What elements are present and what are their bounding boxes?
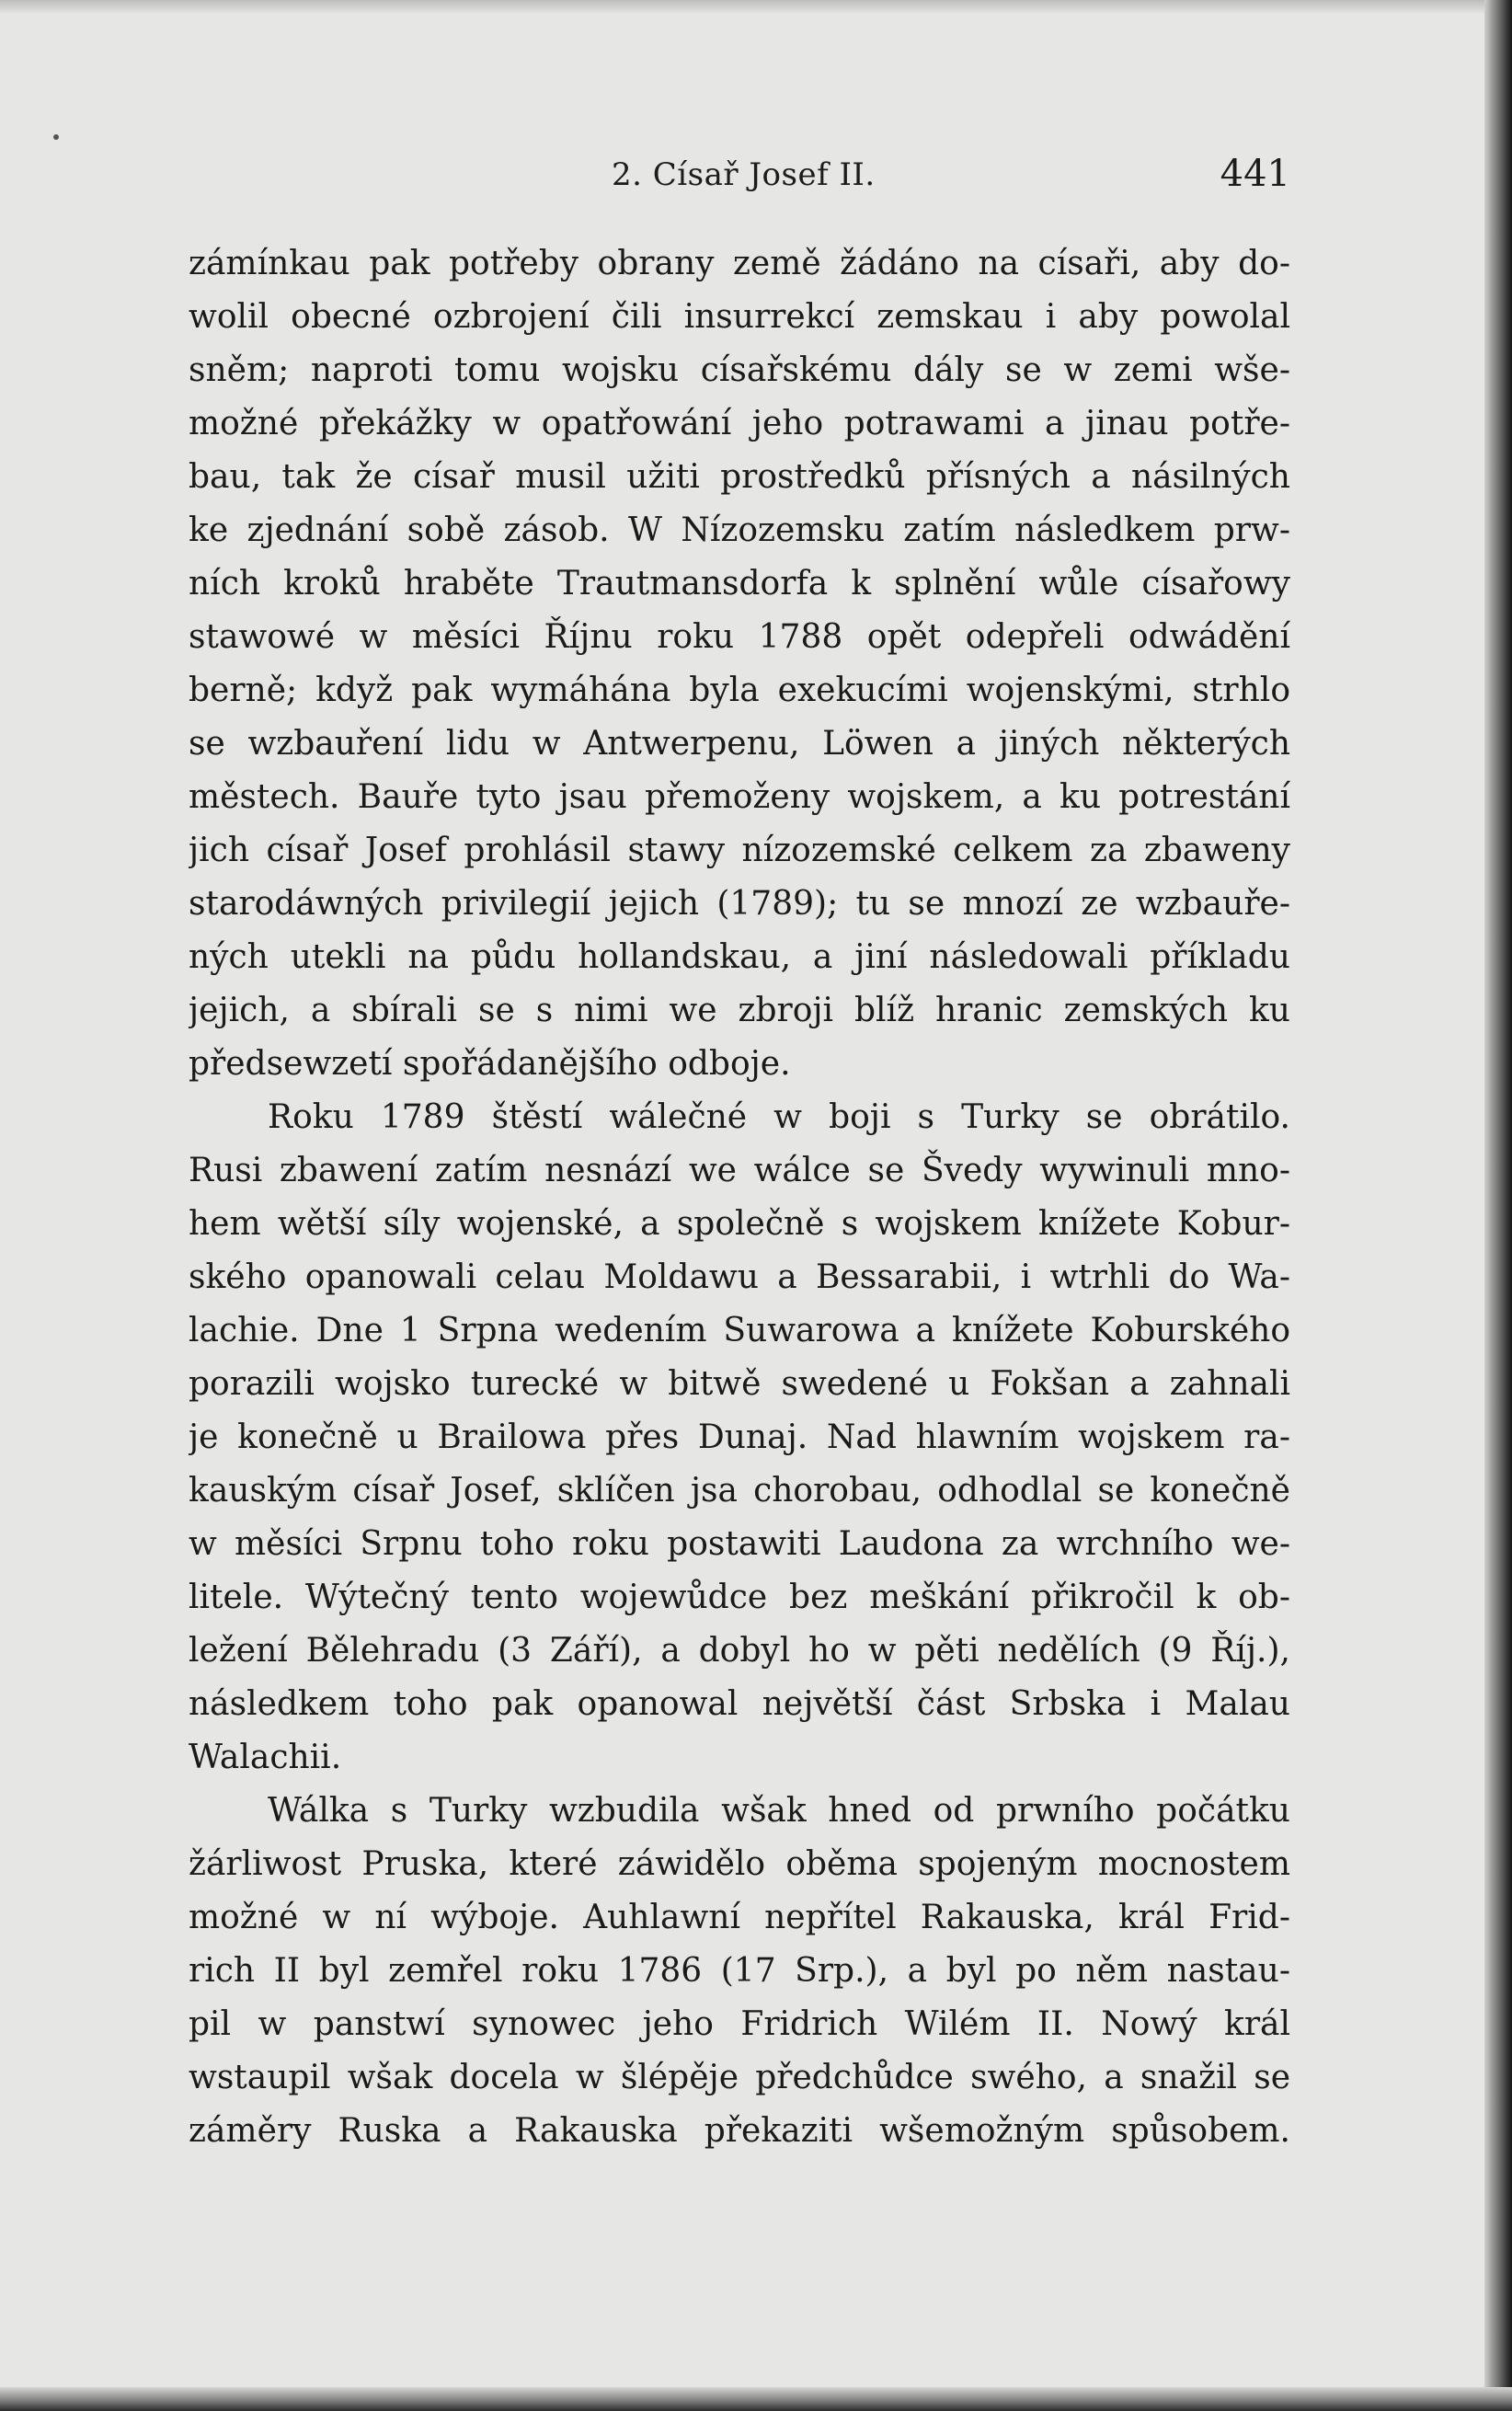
text-line: lachie. Dne 1 Srpna wedením Suwarowa a knížete Koburského (189, 1312, 1290, 1349)
text-line: wolil obecné ozbrojení čili insurrekcí zemskau i aby powolal (189, 298, 1290, 336)
text-line: Rusi zbawení zatím nesnází we wálce se Švedy wywinuli mno- (189, 1152, 1290, 1189)
text-line: berně; když pak wymáhána byla exekucími wojenskými, strhlo (189, 672, 1290, 709)
text-line: kauským císař Josef, sklíčen jsa chorobau, odhodlal se konečně (189, 1472, 1290, 1510)
text-line: w měsíci Srpnu toho roku postawiti Laudona za wrchního we- (189, 1525, 1290, 1563)
text-line: záměry Ruska a Rakauska překaziti wšemožným spůsobem. (189, 2112, 1290, 2150)
page-edge-top (0, 0, 1512, 13)
text-line: následkem toho pak opanowal největší část Srbska i Malau (189, 1685, 1290, 1723)
text-line: starodáwných privilegií jejich (1789); tu se mnozí ze wzbauře- (189, 885, 1290, 923)
text-line: litele. Wýtečný tento wojewůdce bez meškání přikročil k ob- (189, 1579, 1290, 1616)
text-line: zámínkau pak potřeby obrany země žádáno na císaři, aby do- (189, 245, 1290, 282)
scan-speck (53, 134, 59, 140)
text-line: rich II byl zemřel roku 1786 (17 Srp.), a byl po něm nastau- (189, 1952, 1290, 1990)
text-line: možné w ní wýboje. Auhlawní nepřítel Rakauska, král Frid- (189, 1899, 1290, 1936)
page-number: 441 (1220, 153, 1290, 195)
page-edge-bottom (0, 2387, 1512, 2411)
text-line: porazili wojsko turecké w bitwě swedené u Fokšan a zahnali (189, 1365, 1290, 1403)
text-line: hem wětší síly wojenské, a společně s wojskem knížete Kobur- (189, 1205, 1290, 1243)
text-line: městech. Bauře tyto jsau přemoženy wojskem, a ku potrestání (189, 778, 1290, 816)
text-line: pil w panstwí synowec jeho Fridrich Wilém II. Nowý král (189, 2005, 1290, 2043)
text-line: stawowé w měsíci Říjnu roku 1788 opět odepřeli odwádění (189, 618, 1290, 656)
page-header (189, 149, 1290, 204)
text-line: možné překážky w opatřowání jeho potrawami a jinau potře- (189, 405, 1290, 442)
text-line: jejich, a sbírali se s nimi we zbroji blíž hranic zemských ku (189, 992, 1290, 1029)
page-edge-right (1484, 0, 1512, 2411)
text-line: je konečně u Brailowa přes Dunaj. Nad hlawním wojskem ra- (189, 1418, 1290, 1456)
text-line: Wálka s Turky wzbudila wšak hned od prwního počátku (268, 1792, 1290, 1830)
text-line: jich císař Josef prohlásil stawy nízozemské celkem za zbaweny (189, 832, 1290, 869)
running-title: 2. Císař Josef II. (612, 156, 876, 193)
text-line: ležení Bělehradu (3 Září), a dobyl ho w pěti nedělích (9 Říj.), (189, 1632, 1290, 1670)
text-line: bau, tak že císař musil užiti prostředků přísných a násilných (189, 458, 1290, 496)
text-line: sněm; naproti tomu wojsku císařskému dály se w zemi wše- (189, 351, 1290, 389)
text-line: předsewzetí spořádanějšího odboje. (189, 1045, 791, 1083)
text-line: žárliwost Pruska, které záwidělo oběma spojeným mocnostem (189, 1845, 1290, 1883)
text-line: Walachii. (189, 1739, 342, 1776)
text-line: se wzbauření lidu w Antwerpenu, Löwen a jiných některých (189, 725, 1290, 763)
text-line: ných utekli na půdu hollandskau, a jiní následowali příkladu (189, 938, 1290, 976)
text-line: ke zjednání sobě zásob. W Nízozemsku zatím následkem prw- (189, 511, 1290, 549)
text-line: Roku 1789 štěstí wálečné w boji s Turky se obrátilo. (268, 1098, 1290, 1136)
text-line: ského opanowali celau Moldawu a Bessarabii, i wtrhli do Wa- (189, 1258, 1290, 1296)
text-line: ních kroků hraběte Trautmansdorfa k splnění wůle císařowy (189, 565, 1290, 603)
body-text (189, 237, 1290, 2158)
text-line: wstaupil wšak docela w šlépěje předchůdce swého, a snažil se (189, 2059, 1290, 2096)
